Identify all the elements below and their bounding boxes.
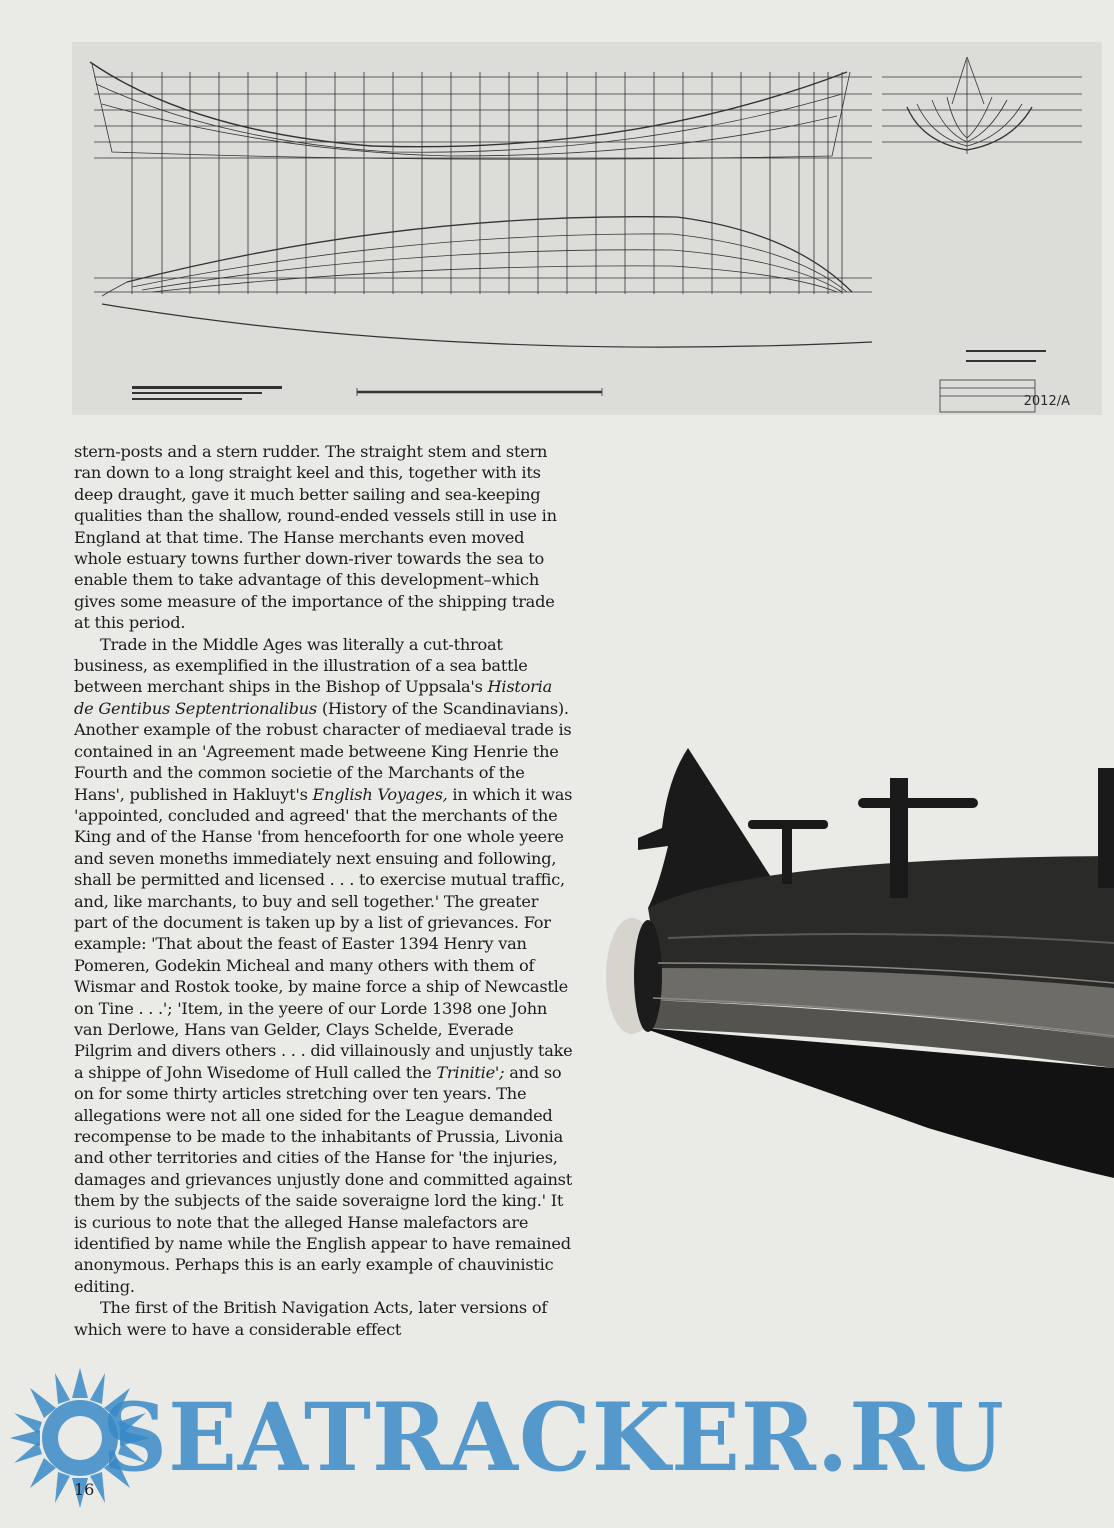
paragraph-3: The first of the British Navigation Acts, later versions of which were to have a considerable effect: [74, 1298, 548, 1339]
lines-drawing: [72, 42, 1102, 415]
paragraph-2: [74, 634, 574, 1298]
article-body: [74, 441, 574, 1340]
paragraph-2-text: Trade in the Middle Ages was literally a cut-throat business, as exemplified in the illustration of a sea battle between merchant ships in the Bishop of Uppsala's: [74, 634, 528, 697]
paragraph-2-text: (History of the Scandinavians). Another example of the robust character of mediaeval trade is contained in an 'Agreement made betweene King Henrie the Fourth and the common societie of the Marchants of the Hans', published in Hakluyt's: [74, 698, 572, 804]
paragraph-1: stern-posts and a stern rudder. The straight stem and stern ran down to a long straight keel and this, together with its deep draught, gave it much better sailing and sea-keeping qualities than the shallow, round-ended vessels still in use in England at that time. The Hanse merchants even moved whole estuary towns further down-river towards the sea to enable them to take advantage of this development–which gives some measure of the importance of the shipping trade at this period.: [74, 442, 557, 633]
boat-photograph: [598, 738, 1114, 1178]
drawing-number: 2012/A: [1023, 394, 1070, 409]
watermark-text: SEATRACKER.RU: [102, 1383, 1005, 1493]
paragraph-2-text: in which it was 'appointed, concluded and agreed' that the merchants of the King and of the Hanse 'from hencefoorth for one whole yeere and seven moneths immediately next ensuing and following, shall be permitted and licensed . . . to exercise mutual traffic, and, like marchants, to buy and sell together.' The greater part of the document is taken up by a list of grievances. For example: 'That about the feast of Easter 1394 Henry van Pomeren, Godekin Micheal and many others with them of Wismar and Rostok tooke, by maine force a ship of Newcastle on Tine . . .'; 'Item, in the yeere of our Lorde 1398 one John van Derlowe, Hans van Gelder, Clays Schelde, Everade Pilgrim and divers others . . . did villainously and unjustly take a shippe of John Wisedome of Hull called the: [74, 784, 573, 1082]
book-title-historia: Historia de Gentibus Septentrionalibus: [74, 677, 552, 718]
paragraph-2-text: and so on for some thirty articles stretching over ten years. The allegations were not all one sided for the League demanded recompense to be made to the inhabitants of Prussia, Livonia and other territories and cities of the Hanse for 'the injuries, damages and grievances unjustly done and committed against them by the subjects of the saide soveraigne lord the king.' It is curious to note that the alleged Hanse malefactors are identified by name while the English appear to have remained anonymous. Perhaps this is an early example of chauvinistic editing.: [74, 1062, 572, 1296]
page-number: 16: [74, 1480, 95, 1499]
boat-hull-image: [598, 738, 1114, 1178]
ship-name-trinitie: Trinitie';: [436, 1062, 505, 1082]
ship-lines-plan: [72, 42, 1102, 415]
book-title-english-voyages: English Voyages,: [312, 784, 448, 804]
